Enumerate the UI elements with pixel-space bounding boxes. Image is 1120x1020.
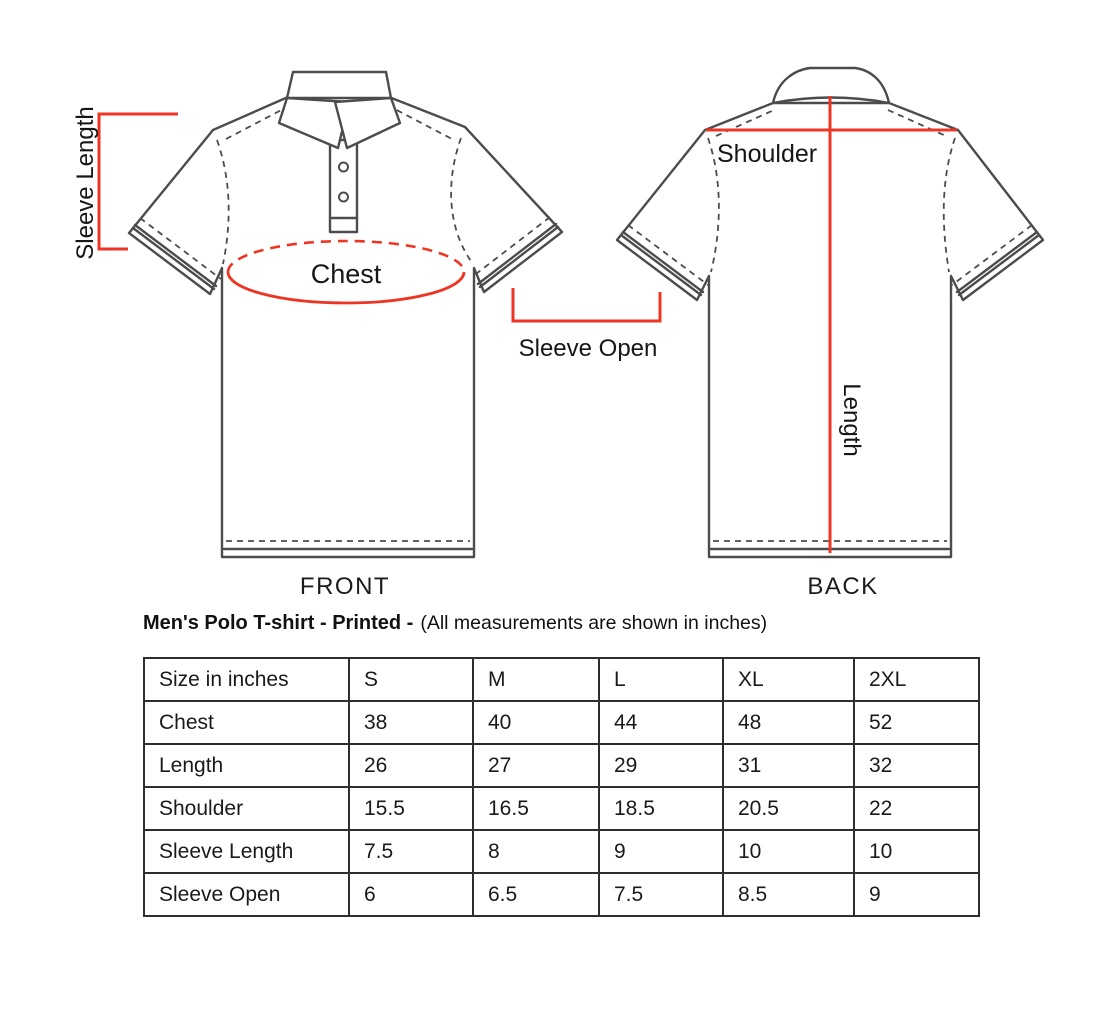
- table-row-chest: [144, 701, 979, 744]
- table-row-length: [144, 744, 979, 787]
- header-size-m: M: [473, 658, 599, 701]
- header-size-s: S: [349, 658, 473, 701]
- cell-value: 7.5: [349, 830, 473, 873]
- cell-value: 10: [723, 830, 854, 873]
- cell-value: 31: [723, 744, 854, 787]
- header-size-xl: XL: [723, 658, 854, 701]
- front-view-label: FRONT: [299, 573, 391, 600]
- back-view-label: BACK: [807, 573, 879, 600]
- cell-value: 26: [349, 744, 473, 787]
- cell-value: 52: [854, 701, 979, 744]
- length-label: Length: [838, 383, 865, 457]
- chart-title-note: (All measurements are shown in inches): [420, 612, 768, 634]
- chest-label: Chest: [310, 259, 382, 289]
- size-table-header-row: [144, 658, 979, 701]
- cell-value: 18.5: [599, 787, 723, 830]
- cell-value: 20.5: [723, 787, 854, 830]
- header-size-in-inches: Size in inches: [144, 658, 349, 701]
- row-label: Chest: [144, 701, 349, 744]
- cell-value: 27: [473, 744, 599, 787]
- cell-value: 22: [854, 787, 979, 830]
- table-row-sleeve-length: [144, 830, 979, 873]
- shoulder-label: Shoulder: [717, 140, 818, 168]
- row-label: Sleeve Length: [144, 830, 349, 873]
- cell-value: 48: [723, 701, 854, 744]
- header-size-2xl: 2XL: [854, 658, 979, 701]
- cell-value: 44: [599, 701, 723, 744]
- front-shirt: [129, 72, 562, 557]
- cell-value: 8.5: [723, 873, 854, 916]
- cell-value: 7.5: [599, 873, 723, 916]
- cell-value: 6.5: [473, 873, 599, 916]
- chart-title-product: Men's Polo T-shirt - Printed -: [143, 612, 414, 634]
- size-table: [143, 657, 980, 917]
- row-label: Shoulder: [144, 787, 349, 830]
- cell-value: 16.5: [473, 787, 599, 830]
- cell-value: 9: [599, 830, 723, 873]
- table-row-shoulder: [144, 787, 979, 830]
- cell-value: 32: [854, 744, 979, 787]
- cell-value: 8: [473, 830, 599, 873]
- cell-value: 10: [854, 830, 979, 873]
- front-button-top: [339, 163, 348, 172]
- header-size-l: L: [599, 658, 723, 701]
- chart-title: [143, 612, 767, 635]
- sleeve-open-label: Sleeve Open: [518, 335, 658, 362]
- cell-value: 38: [349, 701, 473, 744]
- row-label: Length: [144, 744, 349, 787]
- table-row-sleeve-open: [144, 873, 979, 916]
- cell-value: 15.5: [349, 787, 473, 830]
- sleeve-open-bracket: [513, 288, 660, 321]
- sleeve-open-annotation: [513, 288, 660, 362]
- cell-value: 29: [599, 744, 723, 787]
- front-collar-band: [287, 72, 391, 98]
- sleeve-length-label: Sleeve Length: [72, 106, 99, 260]
- cell-value: 9: [854, 873, 979, 916]
- cell-value: 6: [349, 873, 473, 916]
- cell-value: 40: [473, 701, 599, 744]
- front-button-bottom: [339, 193, 348, 202]
- row-label: Sleeve Open: [144, 873, 349, 916]
